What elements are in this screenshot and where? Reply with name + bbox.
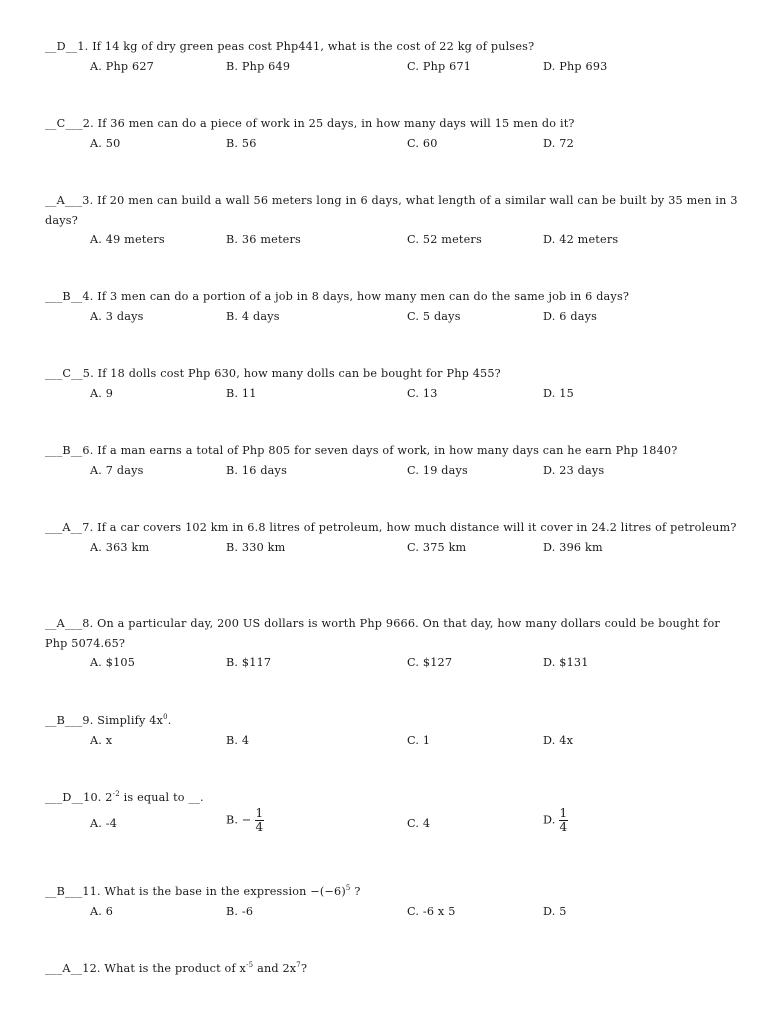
choices-row <box>45 58 745 76</box>
choice-b: B. -6 <box>226 904 254 918</box>
choice-a: A. 7 days <box>90 463 144 477</box>
choice-d: D. $131 <box>543 656 589 669</box>
choices-row <box>45 539 745 557</box>
choices-row <box>45 231 745 249</box>
choice-b: B. 4 <box>226 733 250 747</box>
choices-row <box>45 654 745 672</box>
answer-suffix: ___ <box>65 714 83 727</box>
exponent: -2 <box>112 790 120 798</box>
answer-suffix: __ <box>70 521 83 534</box>
choice-a: A. 363 km <box>90 540 150 554</box>
answer-prefix: ___ <box>45 444 63 457</box>
answer-letter: C <box>62 367 72 380</box>
choices-row <box>45 462 745 480</box>
choice-a: A. -4 <box>90 816 118 830</box>
fraction <box>255 807 265 834</box>
answer-prefix: ___ <box>45 521 63 534</box>
choice-c: C. 1 <box>407 733 431 747</box>
choice-d <box>543 807 568 834</box>
fraction-denominator: 4 <box>559 819 568 834</box>
question-text-mid: and 2x <box>253 962 297 975</box>
answer-letter: B <box>56 714 66 727</box>
answer-prefix: __ <box>45 617 57 630</box>
question-text: 8. On a particular day, 200 US dollars is worth Php 9666. On that day, how many dollars could be bought for Php 5074.65? <box>45 617 720 650</box>
choice-b <box>226 807 264 834</box>
answer-letter: D <box>56 40 66 53</box>
choice-c: C. -6 x 5 <box>407 904 456 918</box>
exponent: -5 <box>246 961 254 969</box>
choices-row <box>45 903 745 921</box>
question-7 <box>45 518 745 557</box>
choice-a: A. $105 <box>90 656 136 669</box>
choice-c: C. 60 <box>407 136 438 150</box>
choice-c: C. Php 671 <box>407 59 472 73</box>
answer-prefix: __ <box>45 194 57 207</box>
choice-c: C. 13 <box>407 386 438 400</box>
answer-prefix: ___ <box>45 290 63 303</box>
answer-prefix: ___ <box>45 962 63 975</box>
fraction-numerator: 1 <box>559 805 568 820</box>
choice-b: B. 11 <box>226 386 257 400</box>
choices-row <box>45 135 745 153</box>
answer-letter: B <box>62 290 71 303</box>
choice-c: C. 19 days <box>407 463 468 477</box>
answer-prefix: __ <box>45 117 57 130</box>
choice-a: A. 49 meters <box>90 233 165 246</box>
question-8 <box>45 614 745 672</box>
answer-prefix: __ <box>45 885 57 898</box>
answer-letter: A <box>56 194 65 207</box>
exponent: 0 <box>163 713 168 721</box>
answer-prefix: ___ <box>45 791 63 804</box>
question-10 <box>45 788 745 844</box>
choices-row <box>45 732 745 750</box>
question-text: 10. 2 <box>83 791 113 804</box>
choice-d: D. Php 693 <box>543 59 608 73</box>
answer-suffix: __ <box>70 962 83 975</box>
choice-a: A. Php 627 <box>90 59 154 73</box>
question-text: 1. If 14 kg of dry green peas cost Php441, what is the cost of 22 kg of pulses? <box>77 40 535 53</box>
choice-c: C. 375 km <box>407 540 467 554</box>
question-5 <box>45 364 745 403</box>
question-1 <box>45 37 745 76</box>
answer-letter: A <box>62 962 71 975</box>
choice-d: D. 72 <box>543 136 574 150</box>
answer-suffix: ___ <box>64 617 83 630</box>
choice-b: B. Php 649 <box>226 59 291 73</box>
answer-suffix: __ <box>70 290 83 303</box>
choice-d: D. 6 days <box>543 309 598 323</box>
choice-b-label: B. − <box>226 813 252 826</box>
question-text: 12. What is the product of x <box>82 962 247 975</box>
question-9 <box>45 711 745 750</box>
question-text: 9. Simplify 4x <box>82 714 164 727</box>
question-11 <box>45 882 745 921</box>
choices-row <box>45 308 745 326</box>
question-2 <box>45 114 745 153</box>
choice-d: D. 23 days <box>543 463 605 477</box>
choice-d: D. 42 meters <box>543 233 619 246</box>
answer-suffix: __ <box>70 444 83 457</box>
choice-a: A. x <box>90 733 113 747</box>
answer-suffix: ___ <box>65 885 83 898</box>
answer-suffix: ___ <box>65 117 83 130</box>
exponent: 5 <box>345 884 351 892</box>
question-text-end: ? <box>300 962 308 975</box>
question-text: 5. If 18 dolls cost Php 630, how many dolls can be bought for Php 455? <box>82 367 501 380</box>
answer-suffix: __ <box>71 791 84 804</box>
question-3 <box>45 191 745 249</box>
choice-a: A. 50 <box>90 136 121 150</box>
answer-letter: B <box>56 885 66 898</box>
answer-suffix: ___ <box>64 194 83 207</box>
question-4 <box>45 287 745 326</box>
answer-prefix: ___ <box>45 367 63 380</box>
question-6 <box>45 441 745 480</box>
choice-d-label: D. <box>543 813 556 826</box>
exponent: 7 <box>296 961 301 969</box>
choice-a: A. 3 days <box>90 309 144 323</box>
question-text: 3. If 20 men can build a wall 56 meters long in 6 days, what length of a similar wall can be built by 35 men in 3 days? <box>45 194 738 227</box>
choice-a: A. 6 <box>90 904 114 918</box>
fraction-numerator: 1 <box>255 805 264 820</box>
question-text-end: . <box>167 714 172 727</box>
fraction-denominator: 4 <box>255 819 264 834</box>
choice-a: A. 9 <box>90 386 114 400</box>
answer-letter: B <box>62 444 71 457</box>
question-12 <box>45 959 745 979</box>
choice-c: C. $127 <box>407 656 453 669</box>
answer-prefix: __ <box>45 714 57 727</box>
choice-c: C. 52 meters <box>407 233 482 246</box>
choice-b: B. 56 <box>226 136 257 150</box>
choice-c: C. 4 <box>407 816 431 830</box>
answer-letter: D <box>62 791 72 804</box>
answer-letter: A <box>62 521 71 534</box>
choice-b: B. 330 km <box>226 540 286 554</box>
choice-b: B. 16 days <box>226 463 288 477</box>
question-text-end: is equal to __. <box>119 791 204 804</box>
question-text: 11. What is the base in the expression −(−6) <box>82 885 346 898</box>
answer-letter: A <box>56 617 65 630</box>
question-text: 6. If a man earns a total of Php 805 for seven days of work, in how many days can he earn Php 1840? <box>82 444 678 457</box>
choice-d: D. 5 <box>543 904 567 918</box>
question-text: 2. If 36 men can do a piece of work in 25 days, in how many days will 15 men do it? <box>82 117 575 130</box>
choice-b: B. 36 meters <box>226 233 301 246</box>
question-text: 7. If a car covers 102 km in 6.8 litres of petroleum, how much distance will it cover in 24.2 litres of petroleum? <box>82 521 737 534</box>
question-text-end: ? <box>350 885 361 898</box>
answer-prefix: __ <box>45 40 57 53</box>
answer-suffix: __ <box>65 40 78 53</box>
choices-row <box>45 805 745 844</box>
answer-letter: C <box>56 117 66 130</box>
choice-d: D. 4x <box>543 733 574 747</box>
choice-b: B. 4 days <box>226 309 280 323</box>
choice-c: C. 5 days <box>407 309 461 323</box>
fraction <box>559 807 569 834</box>
question-text: 4. If 3 men can do a portion of a job in 8 days, how many men can do the same job in 6 days? <box>82 290 630 303</box>
choice-d: D. 15 <box>543 386 574 400</box>
choice-d: D. 396 km <box>543 540 603 554</box>
choices-row <box>45 385 745 403</box>
answer-suffix: __ <box>71 367 83 380</box>
choice-b: B. $117 <box>226 656 272 669</box>
